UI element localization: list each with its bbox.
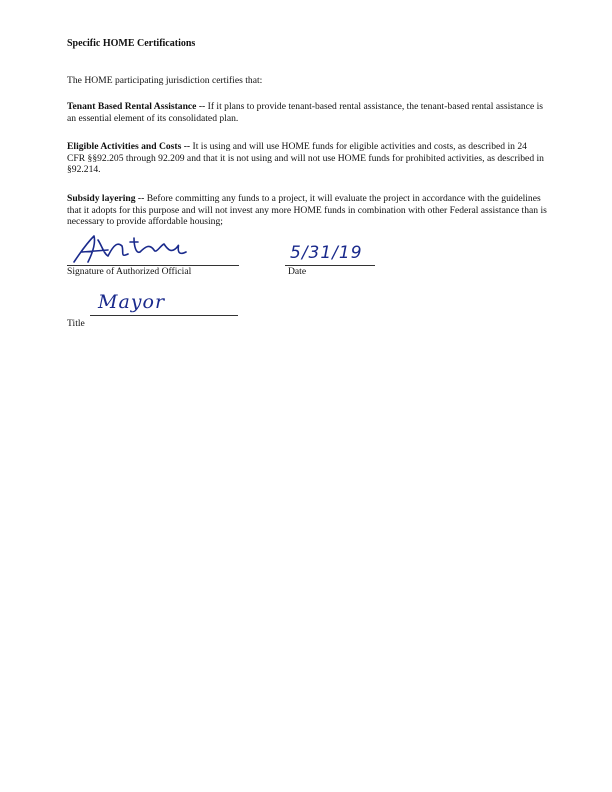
- date-label: Date: [288, 266, 307, 277]
- date-value: 5/31/19: [290, 243, 363, 263]
- signature-label: Signature of Authorized Official: [67, 266, 192, 277]
- paragraph-subsidy-layering: [67, 193, 547, 228]
- paragraph-eligible-activities: [67, 141, 547, 176]
- document-title: Specific HOME Certifications: [67, 38, 196, 49]
- paragraph-tenant-based-rental-assistance: [67, 101, 547, 124]
- title-line: [90, 315, 238, 316]
- intro-text: The HOME participating jurisdiction certifies that:: [67, 75, 263, 86]
- title-label: Title: [67, 318, 85, 329]
- paragraph-body: If it plans to provide tenant-based rental assistance, the tenant-based rental assistance is an essential element of its consolidated plan.: [67, 101, 544, 124]
- title-value: Mayor: [98, 291, 166, 313]
- paragraph-body: Before committing any funds to a project, it will evaluate the project in accordance with the guidelines that it adopts for this purpose and will not invest any more HOME funds in combination with other Federal assistance than is necessary to provide affordable housing;: [67, 193, 547, 228]
- paragraph-lead: Tenant Based Rental Assistance --: [67, 101, 206, 112]
- paragraph-body: It is using and will use HOME funds for eligible activities and costs, as described in 24 CFR §§92.205 through 92.209 and that it is not using and will not use HOME funds for prohibited activities, as described in §92.214.: [67, 141, 544, 176]
- paragraph-lead: Subsidy layering --: [67, 193, 145, 204]
- paragraph-lead: Eligible Activities and Costs --: [67, 141, 191, 152]
